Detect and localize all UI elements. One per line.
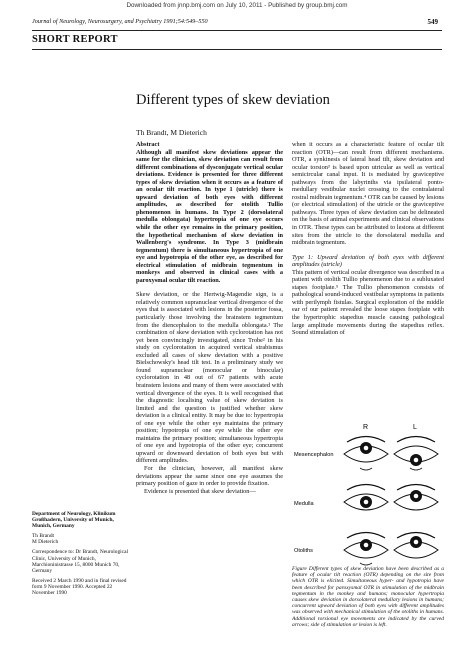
label-left-eye: L	[413, 424, 417, 431]
received-dates: Received 2 March 1990 and in final revised form 9 November 1990. Accepted 22 November 1990	[32, 577, 127, 597]
left-column	[136, 141, 283, 495]
affiliation-department: Department of Neurology, Klinikum Großhadern, University of Munich, Munich, Germany	[32, 511, 116, 530]
eye-left-otoliths	[394, 533, 438, 559]
eye-right-otoliths	[344, 533, 388, 559]
subheading-type-1: Type 1: Upward deviation of both eyes with different amplitudes (utricle)	[292, 253, 444, 269]
body-paragraph: Skew deviation, or the Hertwig-Magendie sign, is a relatively common supranuclear vertical divergence of the eyes that is associated with lesions in the posterior fossa, particularly those involving the brainstem tegmentum from the diencephalon to the medulla oblongata.¹ The combination of skew deviation with cyclorotation has not yet been convincingly investigated, since Trobe² in his study on cyclorotation in acquired vertical strabismus excluded all cases of skew deviation with a positive Bielschowsky's head tilt test. In a preliminary study we found supranuclear (monocular or binocular) cyclorotation in 48 out of 67 patients with acute brainstem lesions and many of them were associated with vertical divergence of the eyes. It is well recognised that the diagnostic localising value of skew deviation is limited and the question is justified whether skew deviation is a clinical entity. It may be due to: hypertropia of one eye while the other eye maintains the primary position; hypotropia of one eye while the other eye maintains the primary position; simultaneous hypertropia of one eye and hypotropia of the other eye; concurrent upward or downward deviation of both eyes but with different amplitudes.	[136, 291, 283, 465]
right-column	[292, 141, 444, 337]
affiliation-names: Th Brandt M Dieterich	[32, 533, 59, 546]
eye-right-medulla	[344, 485, 388, 511]
page-number: 549	[427, 18, 438, 26]
abstract-heading: Abstract	[136, 141, 160, 148]
row-label-mesencephalon: Mesencephalon	[294, 452, 334, 458]
label-right-eye: R	[363, 424, 369, 431]
author-affiliation	[32, 511, 128, 600]
eye-figure	[292, 420, 444, 570]
torsion-arrow-icon	[360, 468, 372, 470]
article-authors: Th Brandt, M Dieterich	[136, 128, 207, 137]
torsion-arrow-icon	[410, 468, 422, 470]
body-paragraph: For the clinician, however, all manifest skew deviations appear the same since one eye assumes the primary position of gaze in order to provide fixation.	[136, 464, 283, 488]
article-title: Different types of skew deviation	[136, 92, 330, 108]
eye-left-mesencephalon	[394, 437, 438, 467]
journal-citation: Journal of Neurology, Neurosurgery, and Psychiatry 1991;54:549–550	[32, 18, 208, 25]
figure-caption: Figure Different types of skew deviation have been described as a feature of ocular tilt reaction (OTR) depending on the site from which OTR is elicited. Simultaneous hyper- and hypotropia have been described for paroxysmal OTR in stimulation of the midbrain tegmentum in the monkey and humans; monocular hypertropia causes skew deviation in dorsolateral medullary lesions in humans; concurrent upward deviation of both eyes with different amplitudes was observed with mechanical stimulation of the otoliths in humans. Additional torsional eye movements are indicated by the curved arrows; side of stimulation or lesion is left.	[292, 566, 444, 628]
body-paragraph: Evidence is presented that skew deviation—	[144, 487, 256, 495]
eye-right-mesencephalon	[344, 437, 388, 463]
download-banner: Downloaded from jnnp.bmj.com on July 10, 2011 - Published by group.bmj.com	[126, 2, 348, 9]
abstract-text: Although all manifest skew deviations appear the same for the clinician, skew deviation can result from different combinations of dysconjugate vertical ocular deviations. Evidence is presented for three different types of skew deviation when it occurs as a feature of an ocular tilt reaction. In type 1 (utricle) there is upward deviation of both eyes with different amplitudes, as described for otolith Tullio phenomenon in humans. In Type 2 (dorsolateral medulla oblongata) hypertropia of one eye occurs while the other eye remains in the primary position, the hypothetical mechanism of skew deviation in Wallenberg's syndrome. In Type 3 (midbrain tegmentum) there is simultaneous hypertropia of one eye and hypotropia of the other eye, as described for electrical stimulation of midbrain tegmentum in monkeys and observed in clinical cases with a paroxysmal ocular tilt reaction.	[136, 148, 283, 284]
body-paragraph: This pattern of vertical ocular divergence was described in a patient with otolith Tullio phenomenon due to a subluxated stapes footplate.⁵ The Tullio phenomenon consists of pathological sound-induced vestibular symptoms in patients with perilymph fistulas. Surgical exploration of the middle ear of our patient revealed the loose stapes footplate with the hypertrophic stapedius muscle causing pathological large amplitude movements during the stapedius reflex. Sound stimulation of	[292, 268, 444, 337]
row-label-medulla: Medulla	[294, 501, 314, 507]
row-label-otoliths: Otoliths	[294, 548, 313, 554]
section-heading: SHORT REPORT	[32, 34, 118, 45]
torsion-arrow-icon	[360, 563, 372, 565]
correspondence-address: Correspondence to: Dr Brandt, Neurological Clinic, University of Munich, Marchioninistrasse 15, 8000 Munich 70, Germany	[32, 549, 128, 574]
section-rule	[32, 49, 442, 50]
eye-left-medulla	[394, 485, 438, 511]
header-rule	[32, 30, 442, 31]
body-paragraph: when it occurs as a characteristic feature of ocular tilt reaction (OTR)—can result from different mechanisms. OTR, a synkinesis of lateral head tilt, skew deviation and ocular torsion³ is based upon utricular as well as vertical semicircular canal input. It is mediated by graviceptive pathways from the labyrinths via ipsilateral ponto-medullary vestibular nuclei crossing to the contralateral rostral midbrain tegmentum.⁴ OTR can be caused by lesions (or electrical stimulation) of the utricle or the graviceptive pathways. Three types of skew deviation can be delineated on the basis of animal experiments and clinical observations in OTR. These types can be attributed to lesions at different sites from the utricle to the dorsolateral medulla and midbrain tegmentum.	[292, 141, 444, 247]
